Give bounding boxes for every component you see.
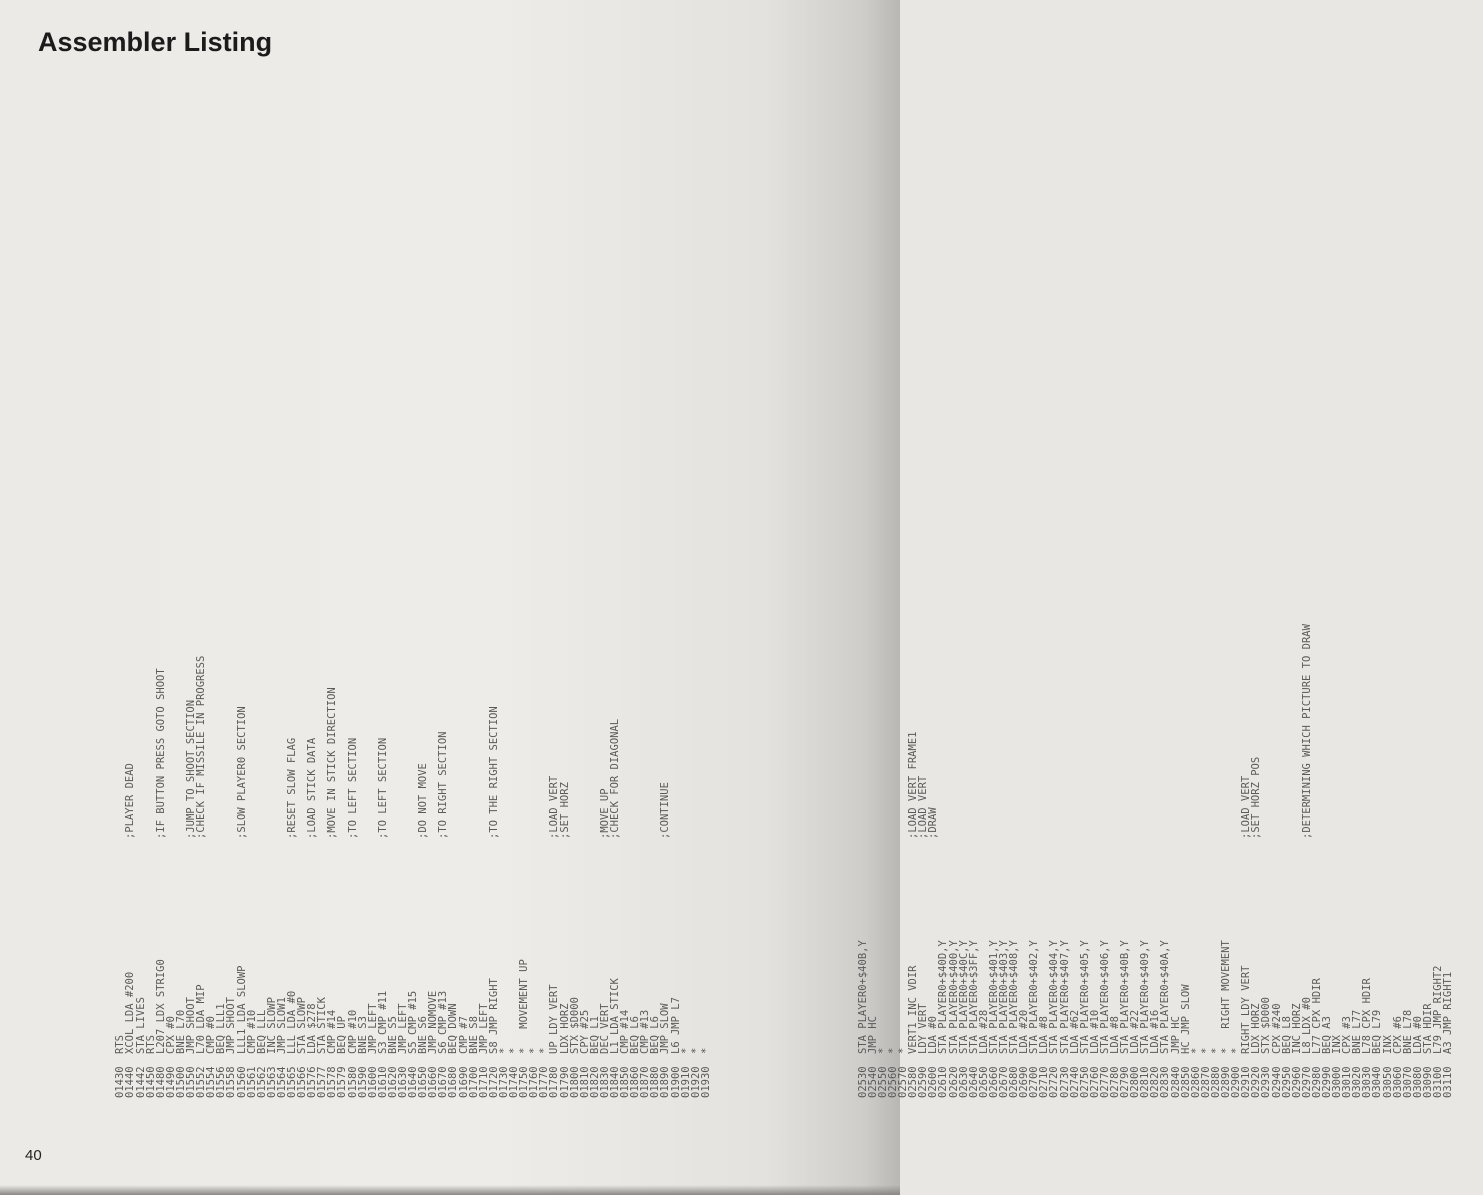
code-statement: STA PLAYER0+$40B,Y: [856, 940, 869, 1054]
code-statement: CPX #3: [1341, 1016, 1354, 1054]
code-statement: STX $D000: [568, 997, 581, 1054]
assembler-listing: [75, 624, 1483, 1098]
code-statement: LDX HORZ: [1250, 1003, 1263, 1054]
code-statement: JMP LEFT: [366, 1003, 379, 1054]
code-statement: BNE S6: [417, 1016, 430, 1054]
line-number: 01430: [114, 1066, 127, 1098]
line-number: 02570: [897, 1066, 910, 1098]
code-statement: BNE L77: [1351, 1009, 1364, 1054]
code-statement: * RIGHT MOVEMENT: [1220, 940, 1233, 1054]
code-statement: LDA #8: [1109, 1016, 1121, 1054]
code-statement: BEQ A3: [1320, 1016, 1333, 1054]
code-statement: STX $D000: [1260, 997, 1273, 1054]
code-line: [489, 624, 499, 1098]
line-number: 01810: [578, 1066, 591, 1098]
code-line: [691, 624, 701, 1098]
line-number: 01900: [669, 1066, 682, 1098]
code-statement: JMP SLOW1: [275, 997, 288, 1054]
line-number: 01500: [174, 1066, 187, 1098]
code-statement: LDA #16: [1149, 1009, 1162, 1054]
code-statement: BNE S3: [356, 1016, 369, 1054]
line-number: 02650: [977, 1066, 990, 1098]
line-number: 03050: [1381, 1066, 1394, 1098]
code-statement: STA PLAYER0+$407,Y: [1058, 940, 1071, 1054]
line-number: 01840: [608, 1066, 621, 1098]
line-number: 02850: [1179, 1066, 1192, 1098]
line-number: 02780: [1109, 1066, 1121, 1098]
line-number: 02860: [1189, 1066, 1202, 1098]
code-statement: *: [508, 1047, 521, 1054]
line-number: 02940: [1270, 1066, 1283, 1098]
line-number: 01890: [659, 1066, 672, 1098]
code-statement: BEQ L79: [1371, 1009, 1384, 1054]
code-statement: HC JMP SLOW: [1179, 984, 1192, 1054]
line-number: 01576: [306, 1066, 319, 1098]
code-comment: ;CONTINUE: [659, 782, 672, 839]
code-statement: INX: [1381, 1035, 1394, 1054]
line-number: 02620: [947, 1066, 960, 1098]
code-statement: STA STICK: [316, 997, 329, 1054]
code-statement: JMP LEFT: [477, 1003, 490, 1054]
code-statement: CMP #10: [245, 1009, 258, 1054]
code-line: [888, 624, 898, 1098]
code-comment: ;LOAD VERT: [548, 775, 561, 839]
code-comment: ;MOVE IN STICK DIRECTION: [326, 687, 339, 839]
code-statement: CPX #6: [1391, 1016, 1404, 1054]
code-comment: ;LOAD STICK DATA: [306, 737, 319, 839]
code-statement: *: [689, 1047, 702, 1054]
line-number: 02800: [1129, 1066, 1142, 1098]
line-number: 01620: [386, 1066, 399, 1098]
line-number: 01578: [326, 1066, 339, 1098]
code-statement: L207 LDX STRIG0: [154, 959, 167, 1054]
line-number: 01600: [366, 1066, 379, 1098]
line-number: 02690: [1018, 1066, 1031, 1098]
line-number: 01556: [215, 1066, 228, 1098]
code-statement: STA PLAYER0+$408,Y: [1008, 940, 1021, 1054]
code-statement: JMP SHOOT: [185, 997, 198, 1054]
code-statement: UP LDY VERT: [548, 984, 561, 1054]
line-number: 01880: [649, 1066, 662, 1098]
line-number: 01800: [568, 1066, 581, 1098]
code-statement: *: [876, 1047, 889, 1054]
code-statement: STA PLAYER0+$40C,Y: [957, 940, 970, 1054]
code-statement: INX: [1331, 1035, 1344, 1054]
code-statement: RIGHT LDY VERT: [1240, 965, 1253, 1054]
code-comment: ;DETERMINING WHICH PICTURE TO DRAW: [1300, 624, 1313, 839]
code-statement: CMP #7: [457, 1016, 470, 1054]
code-comment: ;TO LEFT SECTION: [346, 737, 359, 839]
line-number: 01680: [447, 1066, 460, 1098]
code-comment: ;JUMP TO SHOOT SECTION: [185, 699, 198, 839]
code-statement: BNE S5: [386, 1016, 399, 1054]
code-line: [868, 624, 878, 1098]
line-number: 01579: [336, 1066, 349, 1098]
line-number: 02580: [907, 1066, 920, 1098]
code-comment: ;TO LEFT SECTION: [376, 737, 389, 839]
line-number: 01490: [164, 1066, 177, 1098]
code-line: [1201, 624, 1211, 1098]
code-line: [681, 624, 691, 1098]
page-number: 40: [25, 1147, 42, 1164]
line-number: 01850: [619, 1066, 632, 1098]
code-statement: JMP SHOOT: [225, 997, 238, 1054]
code-statement: BEQ L1: [588, 1016, 601, 1054]
code-comment: ;LOAD VERT: [1240, 775, 1253, 839]
code-statement: RTS: [114, 1035, 127, 1054]
line-number: 02970: [1300, 1066, 1313, 1098]
code-statement: BNE L78: [1401, 1009, 1414, 1054]
code-line: [878, 624, 888, 1098]
code-statement: INC HORZ: [1290, 1003, 1303, 1054]
line-number: 02530: [856, 1066, 869, 1098]
code-statement: *: [1189, 1047, 1202, 1054]
code-statement: *: [679, 1047, 692, 1054]
code-statement: LLL LDA #0: [285, 990, 298, 1054]
line-number: 01450: [144, 1066, 157, 1098]
line-number: 01442: [134, 1066, 147, 1098]
code-line: [1261, 624, 1271, 1098]
code-statement: CMP #13: [639, 1009, 652, 1054]
code-statement: L77 CPX HDIR: [1310, 978, 1323, 1054]
code-statement: *: [528, 1047, 541, 1054]
code-statement: *: [1199, 1047, 1212, 1054]
line-number: 02640: [967, 1066, 980, 1098]
line-number: 01550: [185, 1066, 198, 1098]
line-number: 01565: [285, 1066, 298, 1098]
code-statement: VERT1 INC VDIR: [907, 965, 920, 1054]
line-number: 03030: [1361, 1066, 1374, 1098]
line-number: 01670: [437, 1066, 450, 1098]
code-comment: ;DRAW: [927, 807, 940, 839]
code-comment: ;CHECK FOR DIAGONAL: [608, 718, 621, 839]
line-number: 02560: [886, 1066, 899, 1098]
line-number: 01720: [487, 1066, 500, 1098]
code-statement: STA PLAYER0+$402,Y: [1028, 940, 1041, 1054]
code-line: [1191, 624, 1201, 1098]
code-comment: ;LOAD VERT: [917, 775, 930, 839]
code-comment: ;LOAD VERT FRAME1: [907, 731, 920, 839]
code-statement: A3 JMP RIGHT1: [1442, 971, 1455, 1054]
code-statement: S5 CMP #15: [407, 990, 420, 1054]
code-statement: STA PLAYER0+$3FF,Y: [967, 940, 980, 1054]
line-number: 01560: [235, 1066, 248, 1098]
code-statement: JMP SLOW: [659, 1003, 672, 1054]
line-number: 03070: [1401, 1066, 1414, 1098]
line-number: 01650: [417, 1066, 430, 1098]
line-number: 01552: [195, 1066, 208, 1098]
line-number: 02950: [1280, 1066, 1293, 1098]
line-number: 01561: [245, 1066, 258, 1098]
code-statement: STA PLAYER0+$404,Y: [1048, 940, 1061, 1054]
code-statement: CPX #0: [164, 1016, 177, 1054]
code-line: [1443, 624, 1453, 1098]
code-statement: STA PLAYER0+$406,Y: [1098, 940, 1111, 1054]
line-number: 01790: [558, 1066, 571, 1098]
page-edge-shadow: [0, 1185, 900, 1195]
line-number: 01440: [124, 1066, 137, 1098]
code-statement: CMP #0: [205, 1016, 218, 1054]
code-statement: *: [886, 1047, 899, 1054]
line-number: 01563: [265, 1066, 278, 1098]
line-number: 02600: [927, 1066, 940, 1098]
line-number: 02830: [1159, 1066, 1172, 1098]
code-statement: BEQ UP: [336, 1016, 349, 1054]
code-statement: L78 CPX HDIR: [1361, 978, 1374, 1054]
code-statement: BEQ LLL: [255, 1009, 268, 1054]
code-comment: ;MOVE UP: [598, 788, 611, 839]
code-statement: CMP #14: [619, 1009, 632, 1054]
code-statement: STA PLAYER0+$40A,Y: [1159, 940, 1172, 1054]
line-number: 01910: [679, 1066, 692, 1098]
code-statement: STA LIVES: [134, 997, 147, 1054]
code-statement: JMP HC: [1169, 1016, 1182, 1054]
line-number: 02550: [876, 1066, 889, 1098]
line-number: 01480: [154, 1066, 167, 1098]
line-number: 03110: [1442, 1066, 1455, 1098]
code-statement: BEQ LLL1: [215, 1003, 228, 1054]
code-statement: *: [1209, 1047, 1222, 1054]
code-statement: BEQ DOWN: [447, 1003, 460, 1054]
line-number: 02750: [1078, 1066, 1091, 1098]
line-number: 01930: [699, 1066, 712, 1098]
code-statement: BNE S8: [467, 1016, 480, 1054]
line-number: 02610: [937, 1066, 950, 1098]
code-line: [549, 624, 559, 1098]
code-line: [519, 624, 529, 1098]
code-statement: LDA #8: [1038, 1016, 1051, 1054]
line-number: 02740: [1068, 1066, 1081, 1098]
code-line: [701, 624, 711, 1098]
line-number: 02680: [1008, 1066, 1021, 1098]
line-number: 02730: [1058, 1066, 1071, 1098]
code-statement: S6 CMP #13: [437, 990, 450, 1054]
page-title: Assembler Listing: [38, 27, 273, 57]
line-number: 01566: [296, 1066, 309, 1098]
code-statement: S8 JMP RIGHT: [487, 978, 500, 1054]
code-comment: ;TO RIGHT SECTION: [437, 731, 450, 839]
line-number: 02980: [1310, 1066, 1323, 1098]
code-line: [529, 624, 539, 1098]
code-line: [136, 624, 146, 1098]
code-statement: INC SLOWP: [265, 997, 278, 1054]
line-number: 02710: [1038, 1066, 1051, 1098]
code-statement: L70 LDA MIP: [195, 984, 208, 1054]
code-statement: LDX HORZ: [558, 1003, 571, 1054]
code-statement: *: [897, 1047, 910, 1054]
line-number: 02920: [1250, 1066, 1263, 1098]
code-statement: BEQ L8: [1280, 1016, 1293, 1054]
line-number: 01780: [548, 1066, 561, 1098]
line-number: 01558: [225, 1066, 238, 1098]
code-statement: STA PLAYER0+$40D,Y: [937, 940, 950, 1054]
code-statement: CPY #25: [578, 1009, 591, 1054]
code-statement: *: [538, 1047, 551, 1054]
code-statement: STA PLAYER0+$40B,Y: [1119, 940, 1132, 1054]
line-number: 03000: [1331, 1066, 1344, 1098]
code-statement: BEQ L6: [629, 1016, 642, 1054]
code-comment: ;DO NOT MOVE: [417, 763, 430, 839]
line-number: 02840: [1169, 1066, 1182, 1098]
code-comment: ;CHECK IF MISSILE IN PROGRESS: [195, 655, 208, 839]
line-number: 01577: [316, 1066, 329, 1098]
line-number: 01700: [467, 1066, 480, 1098]
line-number: 02990: [1320, 1066, 1333, 1098]
code-statement: LDA #28: [977, 1009, 990, 1054]
line-number: 01740: [508, 1066, 521, 1098]
line-number: 03100: [1432, 1066, 1444, 1098]
line-number: 03060: [1391, 1066, 1404, 1098]
line-number: 02770: [1098, 1066, 1111, 1098]
line-number: 03040: [1371, 1066, 1384, 1098]
code-statement: STA HDIR: [1421, 1003, 1434, 1054]
code-statement: STA PLAYER0+$400,Y: [947, 940, 960, 1054]
line-number: 02540: [866, 1066, 879, 1098]
code-statement: LDA $278: [306, 1003, 319, 1054]
line-number: 02930: [1260, 1066, 1273, 1098]
line-number: 02820: [1149, 1066, 1162, 1098]
code-statement: LDY VERT: [917, 1003, 930, 1054]
code-statement: LDA #10: [1088, 1009, 1101, 1054]
code-statement: STA SLOWP: [296, 997, 309, 1054]
code-statement: STA PLAYER0+$405,Y: [1078, 940, 1091, 1054]
code-statement: LDA #22: [1129, 1009, 1142, 1054]
line-number: 01562: [255, 1066, 268, 1098]
line-number: 01690: [457, 1066, 470, 1098]
line-number: 02900: [1230, 1066, 1243, 1098]
line-number: 02890: [1220, 1066, 1233, 1098]
line-number: 01870: [639, 1066, 652, 1098]
code-comment: ;IF BUTTON PRESS GOTO SHOOT: [154, 668, 167, 839]
code-statement: DEC VERT: [598, 1003, 611, 1054]
code-comment: ;SET HORZ POS: [1250, 756, 1263, 839]
code-line: [499, 624, 509, 1098]
line-number: 01660: [427, 1066, 440, 1098]
code-statement: * MOVEMENT UP: [518, 959, 531, 1054]
code-statement: JMP HC: [866, 1016, 879, 1054]
code-comment: ;TO THE RIGHT SECTION: [487, 706, 500, 839]
line-number: 02590: [917, 1066, 930, 1098]
line-number: 01770: [538, 1066, 551, 1098]
line-number: 02880: [1209, 1066, 1222, 1098]
code-statement: L8 LDX #0: [1300, 997, 1313, 1054]
line-number: 02700: [1028, 1066, 1041, 1098]
line-number: 01630: [397, 1066, 409, 1098]
code-line: [1181, 624, 1191, 1098]
line-number: 01554: [205, 1066, 218, 1098]
line-number: 01610: [376, 1066, 389, 1098]
column-gap: [751, 624, 817, 1098]
code-line: [671, 624, 681, 1098]
line-number: 01640: [407, 1066, 420, 1098]
code-statement: LDA #20: [1018, 1009, 1031, 1054]
code-statement: L1 LDA STICK: [608, 978, 621, 1054]
line-number: 01830: [598, 1066, 611, 1098]
line-number: 02910: [1240, 1066, 1253, 1098]
code-statement: BEQ L6: [649, 1016, 662, 1054]
line-number: 02810: [1139, 1066, 1152, 1098]
code-statement: LDA #0: [927, 1016, 940, 1054]
code-statement: S3 CMP #11: [376, 990, 389, 1054]
line-number: 02960: [1290, 1066, 1303, 1098]
code-statement: CMP #14: [326, 1009, 339, 1054]
code-statement: JMP LEFT: [397, 1003, 409, 1054]
code-line: [938, 624, 948, 1098]
line-number: 01564: [275, 1066, 288, 1098]
code-line: [1372, 624, 1382, 1098]
line-number: 01590: [356, 1066, 369, 1098]
code-comment: ;RESET SLOW FLAG: [285, 737, 298, 839]
line-number: 01710: [477, 1066, 490, 1098]
line-number: 01580: [346, 1066, 359, 1098]
code-statement: LDA #0: [1411, 1016, 1424, 1054]
code-statement: STA PLAYER0+$403,Y: [997, 940, 1010, 1054]
line-number: 02760: [1088, 1066, 1101, 1098]
code-statement: RTS: [144, 1035, 157, 1054]
line-number: 03010: [1341, 1066, 1354, 1098]
line-number: 02670: [997, 1066, 1010, 1098]
line-number: 03080: [1411, 1066, 1424, 1098]
code-statement: L6 JMP L7: [669, 997, 682, 1054]
code-statement: STA PLAYER0+$409,Y: [1139, 940, 1152, 1054]
line-number: 02870: [1199, 1066, 1212, 1098]
code-line: [226, 624, 236, 1098]
code-line: [1322, 624, 1332, 1098]
line-number: 01730: [497, 1066, 510, 1098]
code-statement: L79 JMP RIGHT2: [1432, 965, 1444, 1054]
line-number: 02660: [987, 1066, 1000, 1098]
code-comment: ;PLAYER DEAD: [124, 763, 137, 839]
code-statement: LDA #62: [1068, 1009, 1081, 1054]
code-line: [1221, 624, 1231, 1098]
code-statement: JMP NOMOVE: [427, 990, 440, 1054]
line-number: 03090: [1421, 1066, 1434, 1098]
line-number: 01760: [528, 1066, 541, 1098]
code-statement: CMP #10: [346, 1009, 359, 1054]
code-statement: XCOL LDA #200: [124, 971, 137, 1054]
code-comment: ;SET HORZ: [558, 782, 571, 839]
code-statement: *: [497, 1047, 510, 1054]
line-number: 02630: [957, 1066, 970, 1098]
line-number: 01920: [689, 1066, 702, 1098]
line-number: 02790: [1119, 1066, 1132, 1098]
code-statement: LLL1 LDA SLOWP: [235, 965, 248, 1054]
line-number: 02720: [1048, 1066, 1061, 1098]
line-number: 01820: [588, 1066, 601, 1098]
code-statement: *: [699, 1047, 712, 1054]
listing-column-2: [837, 624, 1473, 1098]
code-statement: BNE L70: [174, 1009, 187, 1054]
line-number: 01750: [518, 1066, 531, 1098]
code-comment: ;SLOW PLAYER0 SECTION: [235, 706, 248, 839]
code-statement: *: [1230, 1047, 1243, 1054]
code-statement: STA PLAYER0+$401,Y: [987, 940, 1000, 1054]
listing-column-1: [95, 624, 731, 1098]
line-number: 03020: [1351, 1066, 1364, 1098]
code-statement: CPX #240: [1270, 1003, 1283, 1054]
line-number: 01860: [629, 1066, 642, 1098]
